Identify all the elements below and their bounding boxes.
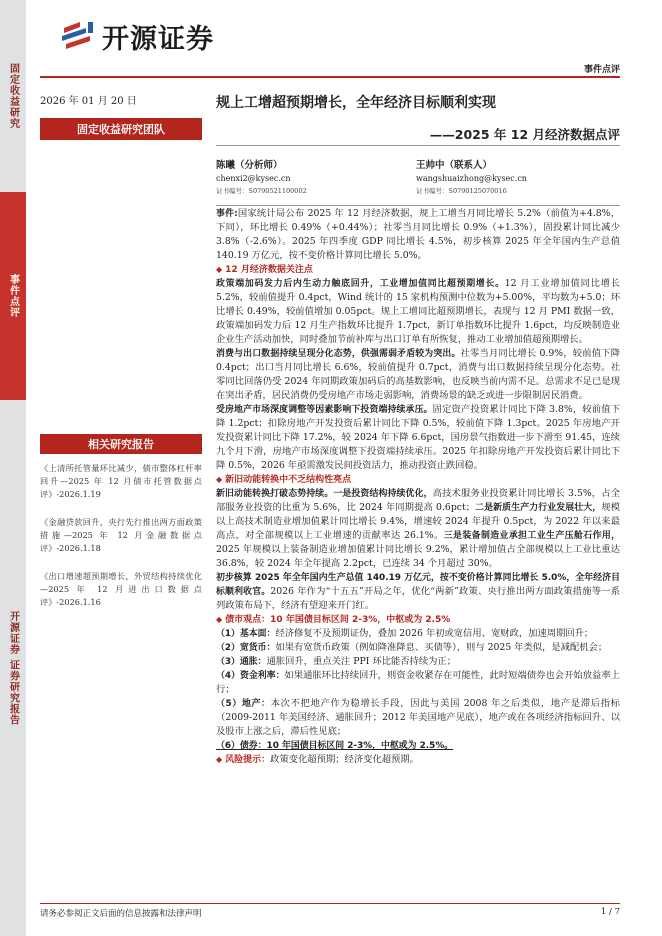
author-email[interactable]: wangshuaizhong@kysec.cn (416, 174, 527, 183)
paragraph-text: 2025 年规模以上装备制造业增加值累计同比增长 9.2%，累计增加值占全部规模以上工业比重达 36.8%，较 2024 年全年提高 2.2pct，已连续 34 个月超过 30%。 (216, 544, 620, 569)
footer-disclaimer: 请务必参阅正文后面的信息披露和法律声明 (40, 909, 202, 919)
sidebar-top-label: 固定收益研究 (7, 63, 19, 129)
title-divider (216, 145, 620, 146)
bullet-icon: ◆ (216, 475, 223, 484)
paragraph-text: 规模以上高技术制造业增加值累计同比增长 9.4%，增速较 2024 年提升 0.5pct，为 2022 年以来最高点，对全部规模以上工业增速的贡献率达 26.1%。 (216, 502, 620, 541)
section-title: 新旧动能转换中不乏结构性亮点 (225, 475, 352, 485)
view-text: 通胀回升，重点关注 PPI 环比能否持续为正； (266, 656, 457, 667)
paragraph (216, 487, 620, 571)
author-block (216, 158, 307, 197)
paragraph (216, 347, 620, 403)
view-text: 经济修复不及预期证伪，叠加 2026 年初或宽信用、宽财政，加速周期回升； (275, 628, 594, 639)
paragraph-lead: 消费与出口数据持续呈现分化态势，供强需弱矛盾较为突出。 (216, 349, 461, 359)
risk-text: 政策变化超预期；经济变化超预期。 (270, 754, 419, 765)
view-item (216, 669, 620, 697)
paragraph-text: 高技术服务业投资累计同比增长 3.5%，占全部服务业投资的比重为 5.6%，比 2024 年同期提高 0.6pct； (216, 488, 620, 513)
paragraph (216, 277, 620, 347)
header-divider (40, 76, 620, 78)
sidebar-bottom (0, 400, 26, 936)
report-date: 2026 年 01 月 20 日 (40, 96, 137, 107)
paragraph-text: 社零当月同比增长 0.9%，较前值下降 0.4pct；出口当月同比增长 6.6%，较前值提升 0.7pct，消费与出口数据持续呈现分化态势。社零同比回落仍受 2024 年同期政策加码后的高基数影响，也反映当前内需不足。总需求不足已是现在突出矛盾，居民消费仍受房地产市场走弱影响，消费场景的缺乏或进一步限制居民消费。 (216, 348, 621, 401)
event-paragraph (216, 207, 620, 263)
event-text: 国家统计局公布 2025 年 12 月经济数据，规上工增当月同比增长 5.2%（前值为+4.8%，下同），环比增长 0.49%（+0.44%）；社零当月同比增长 0.9%（+1.3%），固投累计同比减少 3.8%（-2.6%）。2025 年四季度 GDP 同比增长 4.5%，初步核算 2025 年全年国内生产总值 140.19 万亿元，按不变价格计算同比增长 5.0%。 (216, 208, 620, 261)
paragraph-text: 2026 年作为“十五五”开局之年，优化“两新”政策、央行推出两方面政策措施等一系列政策布局下，经济有望迎来开门红。 (216, 586, 620, 611)
paragraph-text: 12 月工业增加值同比增长 5.2%，较前值提升 0.4pct，Wind 统计的 15 家机构预测中位数为+5.00%，平均数为+5.0；环比增长 0.49%，较前值增加 0.05pct。规上工增同比超预期增长，表现与 12 月 PMI 数据一致，政策端加码发力后 12 月生产指数环比提升 1.7pct，新订单指数环比提升 1.6pct，均反映制造业企业生产活动加快，同时叠加节前补库与出口订单有所恢复，推动工业增加值超预期增长。 (216, 278, 621, 345)
author-divider (216, 205, 620, 206)
view-text: 如果通胀环比持续回升，则资金收紧存在可能性，此时短端债券也会开始放益率上行； (216, 670, 620, 695)
view-item (216, 697, 620, 739)
risk-paragraph (216, 753, 620, 767)
related-reports-header (40, 434, 202, 454)
doc-type-label: 事件点评 (583, 65, 620, 75)
paragraph-text: 固定资产投资累计同比下降 3.8%，较前值下降 1.2pct；扣除房地产开发投资后累计同比下降 0.5%，较前值下降 1.3pct。2025 年房地产开发投资累计同比下降 17.2%，较 2024 年下降 6.6pct，国房景气指数进一步下滑至 91.45，连续九个月下滑，房地产市场深度调整下投资端持续承压。2025 年扣除房地产开发投资后累计同比下降 0.5%，2026 年亟需激发民间投资活力，推动投资止跌回稳。 (216, 404, 620, 471)
related-label: 相关研究报告 (88, 438, 154, 451)
report-body (216, 207, 620, 767)
view-item (216, 627, 620, 641)
view-conclusion: （6）债券：10 年国债目标区间 2-3%，中枢或为 2.5%。 (216, 741, 454, 751)
page-number: 1 / 7 (600, 907, 620, 917)
section-title: 12 月经济数据关注点 (225, 265, 313, 275)
author-block (416, 158, 527, 197)
report-title: 规上工增超预期增长，全年经济目标顺利实现 (216, 95, 496, 111)
author-name: 王帅中（联系人） (416, 160, 493, 171)
footer-divider (40, 903, 620, 904)
section-heading (216, 263, 620, 277)
team-label-box (40, 118, 202, 140)
view-label: （2）宽货币： (216, 643, 276, 653)
view-item (216, 739, 620, 753)
sidebar-bottom-label: 开源证券 证券研究报告 (7, 610, 19, 726)
sidebar-mid (0, 192, 26, 400)
section-title: 债市观点：10 年国债目标区间 2-3%，中枢或为 2.5% (225, 615, 451, 625)
view-label: （1）基本面： (216, 629, 276, 639)
sidebar-mid-label: 事件点评 (7, 274, 19, 318)
related-report-item[interactable]: 《出口增速超预期增长，外贸结构持续优化—2025 年 12 月进出口数据点评》-2026.1.16 (40, 571, 202, 608)
sidebar-top (0, 0, 26, 192)
bullet-icon: ◆ (216, 265, 223, 274)
risk-label: 风险提示： (225, 755, 271, 765)
paragraph (216, 403, 620, 473)
view-label: （4）资金利率： (216, 671, 285, 681)
author-cert: 证书编号：S0790521100002 (216, 187, 307, 195)
paragraph (216, 571, 620, 613)
section-heading (216, 613, 620, 627)
paragraph-lead: 初步核算 2025 年全年国内生产总值 140.19 万亿元，按不变价格计算同比增长 5.0%，全年经济目标顺利收官。 (216, 573, 620, 597)
view-item (216, 641, 620, 655)
view-text: 如果有宽货币政策（例如降准降息、买债等），则与 2025 年类似，是减配机会； (275, 642, 608, 653)
event-label: 事件: (216, 209, 238, 219)
related-report-item[interactable]: 《上清所托管量环比减少，债市整体杠杆率回升—2025 年 12 月债市托管数据点评》-2026.1.19 (40, 463, 202, 500)
paragraph-lead: 新旧动能转换打破态势持续。一是投资结构持续优化， (216, 489, 433, 499)
paragraph-lead: 政策端加码发力后内生动力触底回升，工业增加值同比超预期增长。 (216, 279, 505, 289)
bullet-icon: ◆ (216, 615, 223, 624)
company-logo (60, 14, 214, 58)
author-cert: 证书编号：S0790125070016 (416, 187, 507, 195)
author-email[interactable]: chenxi2@kysec.cn (216, 174, 291, 183)
team-label: 固定收益研究团队 (77, 123, 165, 136)
logo-mark-icon (60, 18, 96, 54)
paragraph-lead: 二是新质生产力行业发展壮大， (475, 503, 602, 513)
related-report-item[interactable]: 《金融贷款回升，央行先行推出两方面政策措施—2025 年 12 月金融数据点评》-2026.1.18 (40, 517, 202, 554)
paragraph-lead: 三是装备制造业承担工业生产压舱石作用， (443, 531, 620, 541)
author-name: 陈曦（分析师） (216, 160, 283, 171)
view-label: （3）通胀： (216, 657, 267, 667)
section-heading (216, 473, 620, 487)
view-label: （5）地产： (216, 699, 271, 709)
view-text: 本次不把地产作为稳增长手段，因此与美国 2008 年之后类似，地产是滞后指标（2009-2011 年美国经济、通胀回升；2012 年美国地产见底），地产或在各项经济指标回升、以及股市上涨之后，滞后性见底； (216, 698, 620, 737)
view-item (216, 655, 620, 669)
paragraph-lead: 受房地产市场深度调整等因素影响下投资端持续承压。 (216, 405, 433, 415)
logo-text: 开源证券 (102, 23, 214, 55)
report-subtitle: ——2025 年 12 月经济数据点评 (429, 127, 620, 142)
bullet-icon: ◆ (216, 755, 223, 764)
